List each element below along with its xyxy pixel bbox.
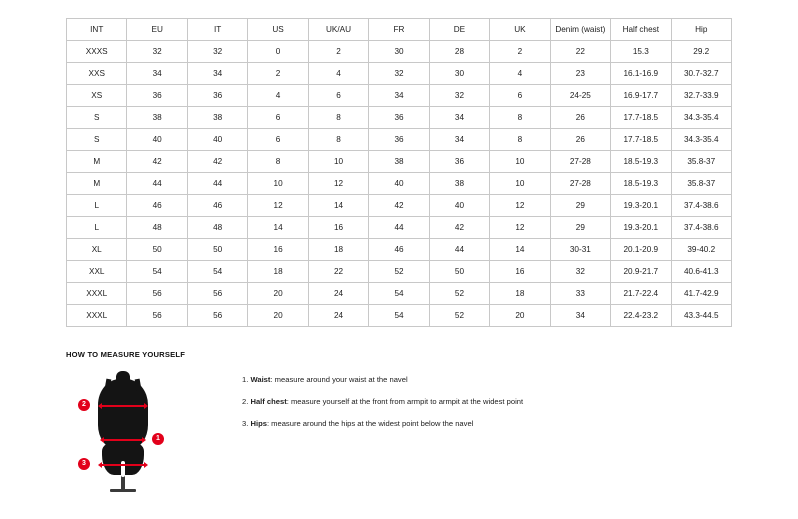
table-row — [67, 261, 732, 283]
table-cell: 32 — [369, 63, 429, 85]
table-cell: 36 — [369, 107, 429, 129]
table-cell: 43.3-44.5 — [671, 305, 731, 327]
table-cell: 36 — [429, 151, 489, 173]
table-row — [67, 129, 732, 151]
table-cell: 34 — [429, 107, 489, 129]
measure-item-term: Waist — [250, 375, 271, 384]
table-cell: 17.7-18.5 — [611, 129, 671, 151]
table-row — [67, 217, 732, 239]
table-cell: S — [67, 107, 127, 129]
table-cell: 15.3 — [611, 41, 671, 63]
table-cell: 16 — [490, 261, 550, 283]
table-cell: 26 — [550, 107, 610, 129]
table-cell: 50 — [429, 261, 489, 283]
table-cell: XXS — [67, 63, 127, 85]
column-header: UK — [490, 19, 550, 41]
table-cell: 40.6-41.3 — [671, 261, 731, 283]
measure-item-number: 3. — [242, 419, 249, 429]
table-cell: 18.5-19.3 — [611, 151, 671, 173]
table-row — [67, 151, 732, 173]
table-cell: 37.4-38.6 — [671, 217, 731, 239]
table-cell: 2 — [490, 41, 550, 63]
table-cell: S — [67, 129, 127, 151]
table-cell: 44 — [369, 217, 429, 239]
measure-instruction-item — [242, 419, 523, 428]
table-cell: 10 — [308, 151, 368, 173]
table-row — [67, 85, 732, 107]
table-cell: 34 — [127, 63, 187, 85]
table-cell: 22.4-23.2 — [611, 305, 671, 327]
table-cell: M — [67, 173, 127, 195]
table-row — [67, 305, 732, 327]
table-cell: 2 — [248, 63, 308, 85]
table-cell: 32 — [187, 41, 247, 63]
table-header-row — [67, 19, 732, 41]
table-cell: 54 — [369, 283, 429, 305]
measure-item-number: 2. — [242, 397, 249, 407]
table-cell: 32 — [429, 85, 489, 107]
table-body — [67, 41, 732, 327]
table-cell: 18.5-19.3 — [611, 173, 671, 195]
size-table-container — [66, 18, 732, 327]
table-cell: 38 — [127, 107, 187, 129]
table-cell: 54 — [369, 305, 429, 327]
table-cell: 19.3-20.1 — [611, 217, 671, 239]
hips-measure-arrow-icon — [102, 464, 144, 466]
table-cell: 20 — [490, 305, 550, 327]
table-cell: 48 — [187, 217, 247, 239]
table-cell: 20 — [248, 305, 308, 327]
table-cell: XS — [67, 85, 127, 107]
half-chest-measure-arrow-icon — [102, 405, 144, 407]
table-cell: 40 — [127, 129, 187, 151]
table-cell: 44 — [187, 173, 247, 195]
table-cell: 10 — [248, 173, 308, 195]
table-cell: 48 — [127, 217, 187, 239]
table-cell: 16.1-16.9 — [611, 63, 671, 85]
table-cell: 35.8-37 — [671, 151, 731, 173]
table-cell: 8 — [308, 107, 368, 129]
table-cell: 18 — [248, 261, 308, 283]
table-cell: 36 — [369, 129, 429, 151]
table-cell: XXXS — [67, 41, 127, 63]
table-cell: 32 — [127, 41, 187, 63]
table-cell: 34.3-35.4 — [671, 129, 731, 151]
table-cell: 17.7-18.5 — [611, 107, 671, 129]
table-row — [67, 239, 732, 261]
table-cell: 28 — [429, 41, 489, 63]
table-cell: L — [67, 217, 127, 239]
marker-2-badge: 2 — [78, 399, 90, 411]
table-cell: 44 — [127, 173, 187, 195]
table-cell: 30 — [429, 63, 489, 85]
measure-instructions-list — [242, 369, 523, 441]
table-cell: 42 — [127, 151, 187, 173]
table-cell: 10 — [490, 151, 550, 173]
table-cell: 16.9-17.7 — [611, 85, 671, 107]
table-cell: 6 — [248, 107, 308, 129]
table-cell: 52 — [429, 283, 489, 305]
table-cell: 34 — [369, 85, 429, 107]
column-header: INT — [67, 19, 127, 41]
table-cell: XXXL — [67, 283, 127, 305]
how-to-measure-body — [66, 369, 736, 499]
table-cell: 34 — [550, 305, 610, 327]
table-cell: 30 — [369, 41, 429, 63]
table-cell: 27-28 — [550, 173, 610, 195]
table-cell: 20.1-20.9 — [611, 239, 671, 261]
measure-item-text: : measure around the hips at the widest point below the navel — [266, 419, 474, 429]
table-cell: 14 — [308, 195, 368, 217]
table-cell: 46 — [127, 195, 187, 217]
table-cell: 46 — [187, 195, 247, 217]
table-cell: 8 — [248, 151, 308, 173]
table-cell: 16 — [308, 217, 368, 239]
table-cell: 34 — [187, 63, 247, 85]
table-cell: 54 — [127, 261, 187, 283]
waist-measure-arrow-icon — [104, 439, 142, 441]
table-cell: 56 — [187, 305, 247, 327]
table-cell: 30-31 — [550, 239, 610, 261]
table-cell: 32.7-33.9 — [671, 85, 731, 107]
table-cell: 23 — [550, 63, 610, 85]
table-cell: XL — [67, 239, 127, 261]
table-cell: 40 — [369, 173, 429, 195]
table-cell: 8 — [490, 129, 550, 151]
table-cell: 42 — [187, 151, 247, 173]
how-to-measure-title: HOW TO MEASURE YOURSELF — [66, 350, 186, 359]
column-header: IT — [187, 19, 247, 41]
measure-item-term: Half chest — [250, 397, 287, 407]
table-cell: 50 — [127, 239, 187, 261]
table-cell: 56 — [127, 305, 187, 327]
table-row — [67, 107, 732, 129]
table-cell: 12 — [248, 195, 308, 217]
table-cell: 6 — [490, 85, 550, 107]
table-cell: 34.3-35.4 — [671, 107, 731, 129]
measure-instruction-item — [242, 397, 523, 406]
table-cell: 14 — [248, 217, 308, 239]
table-cell: M — [67, 151, 127, 173]
column-header: US — [248, 19, 308, 41]
table-cell: 38 — [187, 107, 247, 129]
table-cell: 12 — [490, 217, 550, 239]
column-header: FR — [369, 19, 429, 41]
measure-item-text: : measure around your waist at the navel — [270, 375, 408, 384]
table-cell: 2 — [308, 41, 368, 63]
table-cell: 54 — [187, 261, 247, 283]
table-cell: 37.4-38.6 — [671, 195, 731, 217]
table-cell: 34 — [429, 129, 489, 151]
table-cell: 6 — [248, 129, 308, 151]
table-cell: 52 — [429, 305, 489, 327]
table-cell: 26 — [550, 129, 610, 151]
table-cell: 24 — [308, 305, 368, 327]
table-cell: 40 — [429, 195, 489, 217]
marker-1-badge: 1 — [152, 433, 164, 445]
table-cell: 4 — [248, 85, 308, 107]
table-cell: 35.8-37 — [671, 173, 731, 195]
table-cell: 4 — [490, 63, 550, 85]
table-cell: 36 — [127, 85, 187, 107]
table-cell: 4 — [308, 63, 368, 85]
table-cell: 12 — [490, 195, 550, 217]
table-cell: 42 — [429, 217, 489, 239]
table-cell: 18 — [308, 239, 368, 261]
table-row — [67, 41, 732, 63]
measure-instruction-item — [242, 375, 523, 384]
table-cell: 32 — [550, 261, 610, 283]
table-cell: 18 — [490, 283, 550, 305]
marker-3-badge: 3 — [78, 458, 90, 470]
mannequin-figure-icon — [84, 369, 162, 497]
size-conversion-table — [66, 18, 732, 327]
table-row — [67, 63, 732, 85]
mannequin-illustration-container — [66, 369, 176, 499]
table-cell: 44 — [429, 239, 489, 261]
how-to-measure-section — [66, 350, 736, 499]
table-cell: 8 — [490, 107, 550, 129]
table-cell: L — [67, 195, 127, 217]
measure-item-text: : measure yourself at the front from armpit to armpit at the widest point — [286, 397, 524, 407]
table-cell: 27-28 — [550, 151, 610, 173]
table-row — [67, 283, 732, 305]
table-cell: 24-25 — [550, 85, 610, 107]
table-cell: 24 — [308, 283, 368, 305]
table-cell: 40 — [187, 129, 247, 151]
table-cell: 22 — [550, 41, 610, 63]
table-cell: 0 — [248, 41, 308, 63]
table-row — [67, 195, 732, 217]
measure-item-number: 1. — [242, 375, 249, 384]
table-cell: 42 — [369, 195, 429, 217]
column-header: Half chest — [611, 19, 671, 41]
table-cell: 22 — [308, 261, 368, 283]
table-cell: 6 — [308, 85, 368, 107]
table-cell: 39-40.2 — [671, 239, 731, 261]
column-header: EU — [127, 19, 187, 41]
measure-item-term: Hips — [250, 419, 267, 429]
table-cell: 38 — [429, 173, 489, 195]
table-cell: 20.9-21.7 — [611, 261, 671, 283]
table-cell: 36 — [187, 85, 247, 107]
table-cell: XXL — [67, 261, 127, 283]
table-cell: 21.7-22.4 — [611, 283, 671, 305]
table-cell: 38 — [369, 151, 429, 173]
table-cell: 33 — [550, 283, 610, 305]
table-cell: 29.2 — [671, 41, 731, 63]
table-cell: 8 — [308, 129, 368, 151]
table-cell: 16 — [248, 239, 308, 261]
table-cell: 29 — [550, 195, 610, 217]
table-header — [67, 19, 732, 41]
table-cell: 50 — [187, 239, 247, 261]
table-cell: 14 — [490, 239, 550, 261]
table-cell: 41.7-42.9 — [671, 283, 731, 305]
table-cell: XXXL — [67, 305, 127, 327]
table-cell: 10 — [490, 173, 550, 195]
table-cell: 20 — [248, 283, 308, 305]
table-cell: 56 — [187, 283, 247, 305]
column-header: DE — [429, 19, 489, 41]
table-cell: 19.3-20.1 — [611, 195, 671, 217]
table-cell: 12 — [308, 173, 368, 195]
table-cell: 30.7-32.7 — [671, 63, 731, 85]
table-cell: 52 — [369, 261, 429, 283]
column-header: Denim (waist) — [550, 19, 610, 41]
column-header: UK/AU — [308, 19, 368, 41]
table-row — [67, 173, 732, 195]
table-cell: 56 — [127, 283, 187, 305]
table-cell: 46 — [369, 239, 429, 261]
table-cell: 29 — [550, 217, 610, 239]
column-header: Hip — [671, 19, 731, 41]
